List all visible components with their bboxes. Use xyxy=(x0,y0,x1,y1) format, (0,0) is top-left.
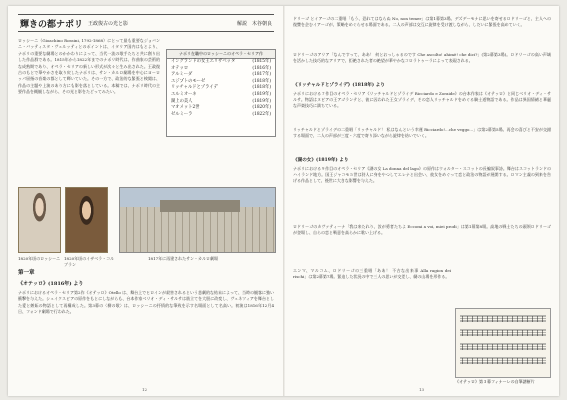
opera-name: エルミオーネ xyxy=(171,91,197,97)
opera-name: アルミーダ xyxy=(171,72,193,78)
right-para-3: ナポリにおける７作目のオペラ・セリア《リッチャルドとゾライデ Ricciardo e Zoraide》の台本作家は《オテッロ》と同じベリオ・ディ・サルサ。物語はヌビアの王アゴランテと、彼に囚われた王女ゾライデ、その恋人リッチャルドをめぐる騎士道物語である。作品は異国情緒と華麗な声楽技巧に満ちている。 xyxy=(293,91,551,109)
opera-name: エジプトのモーゼ xyxy=(171,78,206,84)
opera-name: マオメット2世 xyxy=(171,105,200,111)
opera-list-item xyxy=(167,92,275,99)
right-para-7: エンマ、マルコム、ロドリーゴの三重唱「ああ！ 不吉な出来事 Alla ragion dei rischi」は第2幕第7場。緊迫した状況の中で三人の思いが交差し、劇の山場を形作る。 xyxy=(293,268,451,280)
opera-list-item xyxy=(167,72,275,79)
opera-list-item xyxy=(167,112,275,119)
left-page-number: 12 xyxy=(142,387,148,392)
theatre-roof xyxy=(160,200,240,212)
right-para-5: ナポリにおける９作目のオペラ・セリア《湖の女 La donna del lago》の原作はウォルター・スコットの長編叙事詩。舞台はスコットランドのハイランド地方。国王ジャコモ５世は狩人に身をやつしてエレナと出会い、彼女をめぐって恋と政治の物語が展開する。ロマン主義の到来を告げる作品として、後世に大きな影響を与えた。 xyxy=(293,166,551,184)
colbran-portrait xyxy=(65,187,108,253)
opera-list-item xyxy=(167,105,275,112)
opera-list-item xyxy=(167,85,275,92)
opera-name: 湖上の美人 xyxy=(171,98,193,104)
page-title: 輝きの都ナポリ xyxy=(20,19,84,30)
opera-list-box xyxy=(166,49,276,137)
title-bar xyxy=(18,14,274,32)
page-subtitle: 王政復古の光と影 xyxy=(88,20,129,27)
score-notes xyxy=(462,344,544,350)
san-carlo-theatre-image xyxy=(119,187,276,253)
opera-year: (1815年) xyxy=(252,59,271,64)
donna-del-lago-heading: 《湖の女》(1819年) より xyxy=(293,158,349,163)
right-para-1: ドリーゴ とイアーゴの二重唱「もう、恐れてはならぬ No, non temer」は第1幕第3場。デズデーモナに思いを寄せるロドリーゴと、主人への復讐を企むイアーゴが、策略をめぐらせる場面である。二人の声部は交互に旋律を受け渡しながら、しだいに緊張を高めていく。 xyxy=(293,16,551,28)
booklet-spread xyxy=(8,6,559,396)
portrait1-caption: 1820年頃のロッシーニ xyxy=(18,256,61,261)
opera-list-rows xyxy=(167,59,275,118)
opera-year: (1818年) xyxy=(252,85,271,91)
opera-year: (1818年) xyxy=(252,78,271,84)
opera-list-item xyxy=(167,59,275,66)
opera-year: (1822年) xyxy=(252,111,271,117)
score-notes xyxy=(462,330,544,336)
hall-caption: 1817年に再建されたサン・カルロ劇場 xyxy=(148,256,218,261)
opera-name: イングランドの女王エリザベッタ xyxy=(171,59,236,64)
score-notes xyxy=(462,316,544,322)
rossini-portrait xyxy=(18,187,61,253)
portrait2-caption: 1820年頃のイザベラ・コルブラン xyxy=(64,256,115,267)
left-page xyxy=(8,6,283,396)
right-para-2: ロドリーゴのアリア「なんですって、ああ！ 何とおっしゃるのです Che ascolto! ahimè! che dici?」(第2幕第3場)。ロドリーゴの高い声域を活かした技巧的なアリアで、拒絶された者の絶望が華やかなコロラトゥーラによって表現される。 xyxy=(293,52,551,64)
intro-text: ロッシーニ（Gioachino Rossini, 1792-1868）にとって最も重要なジョバンニ・バッティスタ・ヴェルッティとのポイントは、イタリア国内はもとより、ナポリの重要な劇場とのかかわりによって、当代一流の歌手たちと共に創り出した作品群である。1815年から1822年までのナポリ時代は、作曲家の芸術的な成熟期であり、オペラ・セリアの新しい形式が次々と生み出された。王政復古のもとで華やかさを取り戻したナポリは、サン・カルロ劇場を中心にヨーロッパ屈指の音楽の都として輝いていた。その一方で、政治的な緊張と検閲は、作品の主題や上演のあり方にも影を落としている。本稿では、ナポリ時代の主要作品を概観しながら、その光と影をたどってみたい。 xyxy=(18,38,160,95)
opera-name: リッチャルドとゾライデ xyxy=(171,85,218,91)
score-caption: 《オテッロ》第３幕フィナーレの自筆譜断片 xyxy=(455,379,535,384)
author-credit: 解説 木谷朝良 xyxy=(236,20,272,27)
opera-year: (1816年) xyxy=(252,65,271,71)
opera-list-title: ナポリ在職中のロッシーニのオペラ・セリア作 xyxy=(167,50,275,59)
opera-name: ゼルミーラ xyxy=(171,111,193,117)
right-para-4: リッチャルドとゾライデの二重唱「リッチャルド！ 私はなんという幸運 Ricciardo!...che veggo...」は第2幕第5場。再会の喜びと不安が交錯する場面で、二人の声部が三度・六度で寄り添いながら旋律を紡いでいく。 xyxy=(293,127,551,139)
opera-year: (1817年) xyxy=(252,72,271,78)
opera-year: (1819年) xyxy=(252,98,271,104)
chapter-heading: 第一章 xyxy=(18,270,35,276)
opera-year: (1820年) xyxy=(252,105,271,111)
right-page-number: 13 xyxy=(419,387,425,392)
ricciardo-heading: 《リッチャルドとゾライデ》(1818年) より xyxy=(293,83,385,88)
right-para-6: ロドリーゴのカヴァティーナ「我は来たれり、汝が勇者たちよ Eccomi a voi, miei prodi」は第1幕第8場。高地の戦士たちの頭領ロドリーゴが登場し、自らの恋と戦意を高らかに歌い上げる。 xyxy=(293,224,551,236)
opera-year: (1819年) xyxy=(252,91,271,97)
manuscript-score-image xyxy=(455,308,551,378)
opera-name: オテッロ xyxy=(171,65,189,71)
score-notes xyxy=(462,358,544,364)
right-page xyxy=(285,6,559,396)
section1-text: ナポリにおけるオペラ・セリア第2作《オテッロ》Otello は、舞台上でヒロインが殺害されるという悲劇的な結末によって、当時の観客に強い衝撃を与えた。シェイクスピアの原作をもとにしながらも、台本作家ベリオ・ディ・サルサは筋立てを大胆に改変し、ヴェネツィアを舞台とした愛と嫉妬の物語として再構成した。第3幕の〈柳の歌〉は、ロッシーニの抒情的な筆致を示す名場面として名高い。初演は1816年12月4日、フォンド劇場で行われた。 xyxy=(18,290,274,315)
section1-heading: 《オテッロ》(1816年) より xyxy=(18,281,84,287)
